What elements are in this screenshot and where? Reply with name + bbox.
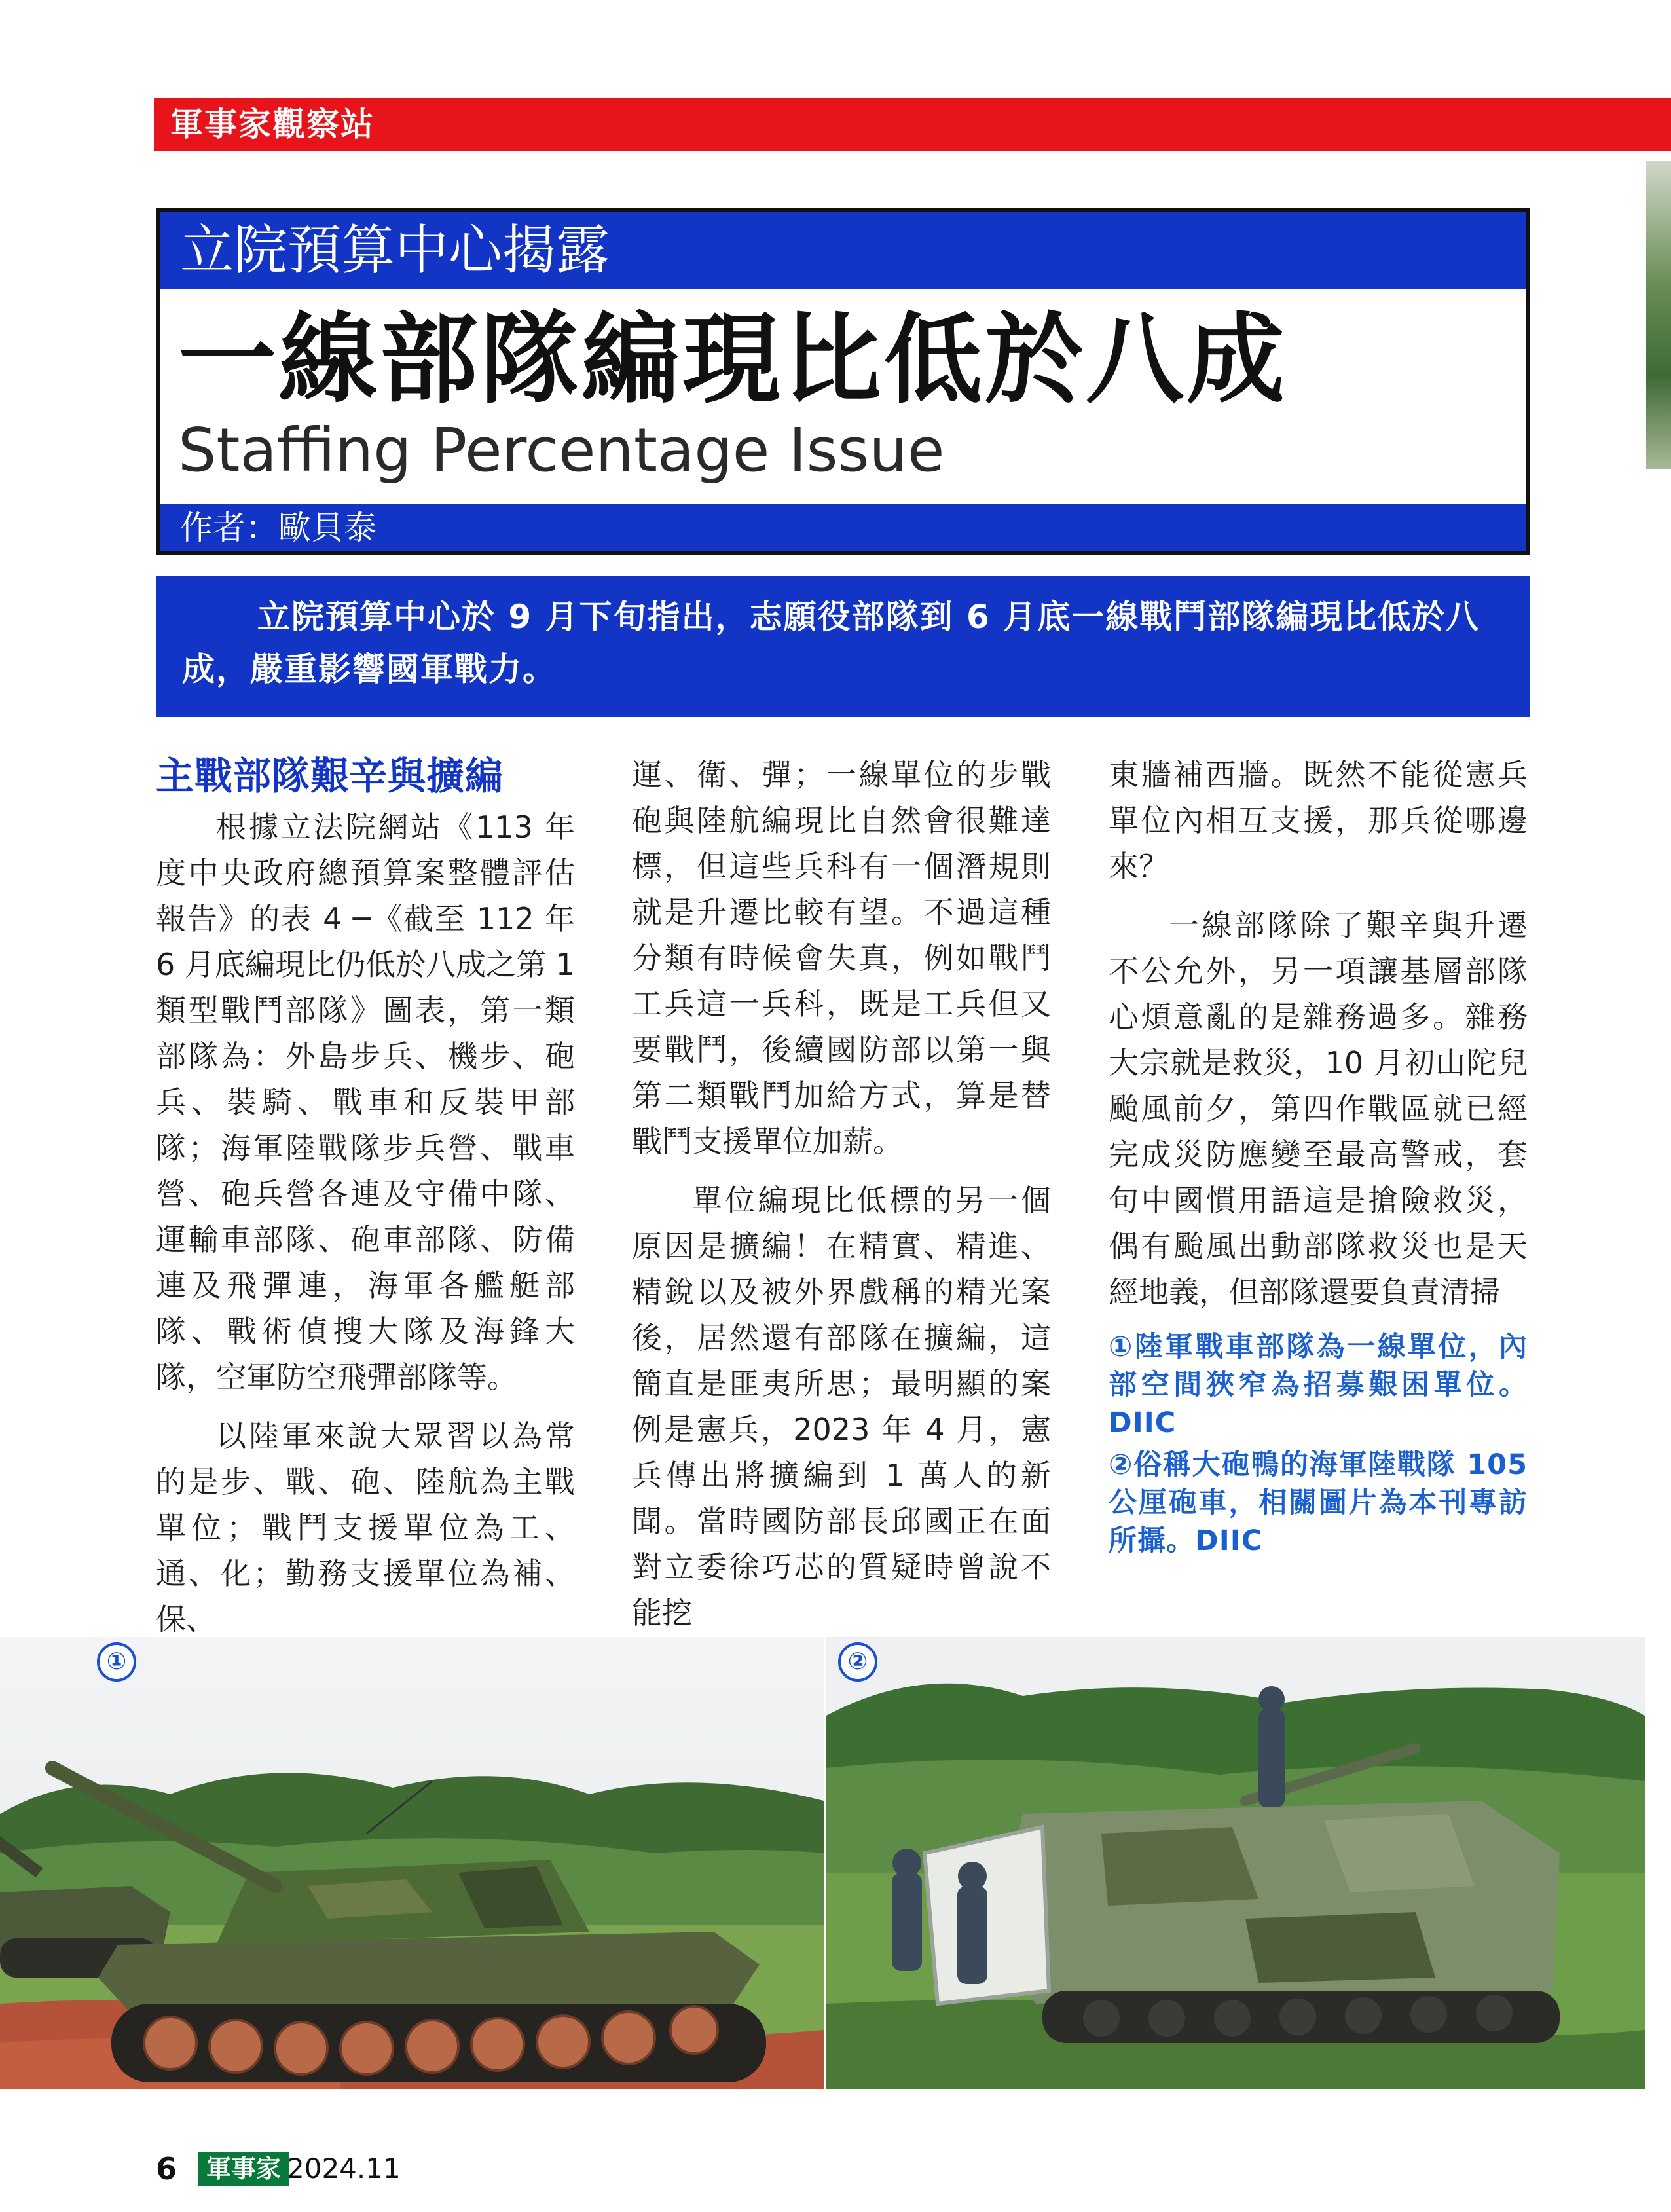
article-column-3	[1109, 752, 1528, 1560]
amphibious-vehicle-photo	[826, 1637, 1645, 2089]
tank-photo	[0, 1637, 824, 2089]
section-label: 軍事家觀察站	[170, 105, 375, 143]
paragraph-1: 根據立法院網站《113 年度中央政府總預算案整體評估報告》的表 4 ─《截至 112 年 6 月底編現比仍低於八成之第 1 類型戰鬥部隊》圖表，第一類部隊為：外島步兵、機步、砲兵、裝騎、戰車和反裝甲部隊；海軍陸戰隊步兵營、戰車營、砲兵營各連及守備中隊、運輸車部隊、砲車部隊、防備連及飛彈連，海軍各艦艇部隊、戰術偵搜大隊及海鋒大隊，空軍防空飛彈部隊等。	[156, 809, 575, 1395]
page-number: 6	[156, 2151, 177, 2186]
amphibious-vehicle-illustration	[826, 1637, 1645, 2089]
side-photo-edge	[1646, 161, 1671, 469]
paragraph-2-part-2: 運、衛、彈；一線單位的步戰砲與陸航編現比自然會很難達標，但這些兵科有一個潛規則就是升遷比較有望。不過這種分類有時候會失真，例如戰鬥工兵這一兵科，既是工兵但又要戰鬥，後續國防部以第一與第二類戰鬥加給方式，算是替戰鬥支援單位加薪。	[632, 757, 1051, 1159]
paragraph-2-part-1: 以陸軍來說大眾習以為常的是步、戰、砲、陸航為主戰單位；戰鬥支援單位為工、通、化；勤務支援單位為補、保、	[156, 1418, 575, 1637]
photo-number-2: ②	[838, 1642, 877, 1682]
photo-caption-2: ②俗稱大砲鴨的海軍陸戰隊 105 公厘砲車，相關圖片為本刊專訪所攝。DIIC	[1109, 1448, 1528, 1557]
article-kicker: 立院預算中心揭露	[180, 219, 610, 282]
article-column-2	[632, 752, 1051, 1649]
photo-caption-1: ①陸軍戰車部隊為一線單位，內部空間狹窄為招募艱困單位。DIIC	[1109, 1331, 1528, 1439]
paragraph-3-part-2: 東牆補西牆。既然不能從憲兵單位內相互支援，那兵從哪邊來？	[1109, 757, 1528, 884]
section-heading: 主戰部隊艱辛與擴編	[156, 754, 504, 798]
article-english-title: Staffing Percentage Issue	[178, 415, 945, 485]
tank-illustration	[0, 1637, 824, 2089]
magazine-logo: 軍事家	[198, 2152, 289, 2186]
photo-number-1: ①	[97, 1642, 136, 1682]
issue-date: 2024.11	[287, 2152, 401, 2184]
lead-box	[156, 576, 1530, 717]
lead-text: 立院預算中心於 9 月下旬指出，志願役部隊到 6 月底一線戰鬥部隊編現比低於八成，嚴重影響國軍戰力。	[182, 598, 1480, 688]
article-title: 一線部隊編現比低於八成	[178, 303, 1288, 417]
article-author: 作者：歐貝泰	[180, 509, 376, 547]
article-column-1	[156, 753, 575, 1655]
paragraph-4: 一線部隊除了艱辛與升遷不公允外，另一項讓基層部隊心煩意亂的是雜務過多。雜務大宗就是救災，10 月初山陀兒颱風前夕，第四作戰區就已經完成災防應變至最高警戒，套句中國慣用語這是搶險救災，偶有颱風出動部隊救災也是天經地義，但部隊還要負責清掃	[1109, 908, 1528, 1310]
section-header-bar	[154, 98, 1671, 151]
paragraph-3-part-1: 單位編現比低標的另一個原因是擴編！在精實、精進、精銳以及被外界戲稱的精光案後，居然還有部隊在擴編，這簡直是匪夷所思；最明顯的案例是憲兵，2023 年 4 月，憲兵傳出將擴編到 1 萬人的新聞。當時國防部長邱國正在面對立委徐巧芯的質疑時曾說不能挖	[632, 1183, 1051, 1631]
